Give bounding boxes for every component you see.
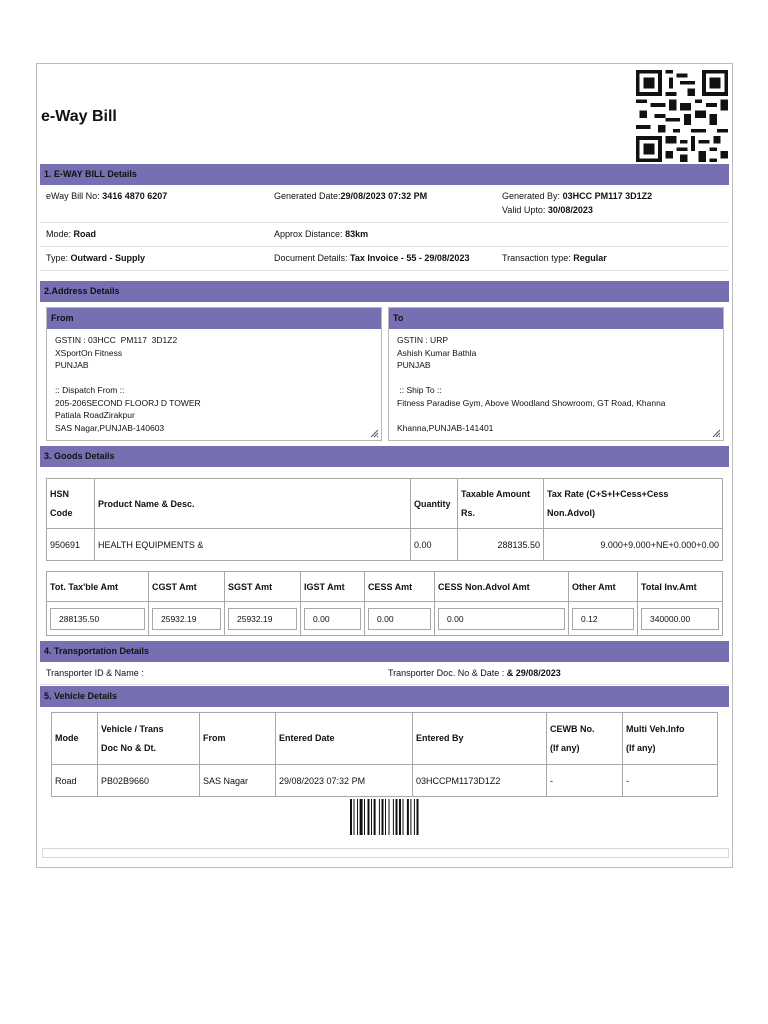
from-address-box[interactable]	[46, 307, 382, 441]
section-transportation-details: 4. Transportation Details	[40, 641, 729, 662]
section-ewb-details: 1. E-WAY BILL Details	[40, 164, 729, 185]
tax-header-cess-nonadvol: CESS Non.Advol Amt	[435, 572, 569, 602]
goods-header-taxable: Taxable Amount Rs.	[458, 479, 544, 529]
transaction-type-label: Transaction type:	[502, 253, 571, 263]
transport-row	[40, 663, 729, 685]
tax-header-taxable: Tot. Tax'ble Amt	[47, 572, 149, 602]
tax-value-cess[interactable]: 0.00	[368, 608, 431, 630]
to-address-line	[397, 409, 715, 422]
goods-taxable: 288135.50	[458, 529, 544, 561]
distance-value: 83km	[345, 229, 369, 239]
document-details-value: Tax Invoice - 55 - 29/08/2023	[350, 253, 470, 263]
vehicle-header-multi: Multi Veh.Info (If any)	[623, 713, 718, 765]
tax-value-cgst[interactable]: 25932.19	[152, 608, 221, 630]
eway-bill-page	[36, 63, 733, 868]
footer-divider	[42, 848, 729, 858]
tax-header-sgst: SGST Amt	[225, 572, 301, 602]
tax-header-total: Total Inv.Amt	[638, 572, 723, 602]
vehicle-header-doc: Vehicle / Trans Doc No & Dt.	[98, 713, 200, 765]
distance-label: Approx Distance:	[274, 229, 343, 239]
to-address-line: Ashish Kumar Bathla	[397, 347, 477, 358]
goods-hsn: 950691	[47, 529, 95, 561]
transporter-id-label: Transporter ID & Name :	[46, 668, 144, 678]
generated-date-label: Generated Date:	[274, 191, 341, 201]
vehicle-number: PB02B9660	[98, 765, 200, 797]
generated-date-value: 29/08/2023 07:32 PM	[340, 191, 428, 201]
goods-header-product: Product Name & Desc.	[95, 479, 411, 529]
goods-header-row	[47, 479, 723, 529]
bill-no-value: 3416 4870 6207	[102, 191, 168, 201]
section-vehicle-details: 5. Vehicle Details	[40, 686, 729, 707]
table-row	[47, 529, 723, 561]
vehicle-multi: -	[623, 765, 718, 797]
to-address-text	[389, 329, 723, 439]
ewb-row-1	[40, 186, 729, 223]
from-address-line	[55, 372, 373, 385]
bill-no-label: eWay Bill No:	[46, 191, 100, 201]
from-address-line: 205-206SECOND FLOORJ D TOWER	[55, 397, 201, 408]
vehicle-header-entered-date: Entered Date	[276, 713, 413, 765]
section-goods-details: 3. Goods Details	[40, 446, 729, 467]
to-heading: To	[389, 308, 723, 329]
from-address-line: SAS Nagar,PUNJAB-140603	[55, 422, 165, 433]
tax-header-other: Other Amt	[569, 572, 638, 602]
mode-label: Mode:	[46, 229, 72, 239]
from-address-line: PUNJAB	[55, 360, 89, 370]
vehicle-table	[51, 712, 718, 797]
goods-header-tax-rate: Tax Rate (C+S+I+Cess+Cess Non.Advol)	[544, 479, 723, 529]
tax-value-total[interactable]: 340000.00	[641, 608, 719, 630]
goods-product: HEALTH EQUIPMENTS &	[95, 529, 411, 561]
goods-header-hsn: HSN Code	[47, 479, 95, 529]
to-address-line: Fitness Paradise Gym, Above Woodland Showroom, GT Road, Khanna	[397, 397, 666, 408]
from-address-line: XSportOn Fitness	[55, 347, 123, 358]
vehicle-cewb: -	[547, 765, 623, 797]
tax-value-cess-nonadvol[interactable]: 0.00	[438, 608, 565, 630]
vehicle-header-cewb: CEWB No. (If any)	[547, 713, 623, 765]
vehicle-header-mode: Mode	[52, 713, 98, 765]
from-heading: From	[47, 308, 381, 329]
from-address-text	[47, 329, 381, 439]
ewb-row-2	[40, 223, 729, 247]
to-address-box[interactable]	[388, 307, 724, 441]
goods-quantity: 0.00	[411, 529, 458, 561]
goods-header-quantity: Quantity	[411, 479, 458, 529]
type-label: Type:	[46, 253, 69, 263]
vehicle-mode: Road	[52, 765, 98, 797]
transaction-type-value: Regular	[573, 253, 607, 263]
resize-handle-icon[interactable]	[711, 428, 721, 438]
to-address-line: :: Ship To ::	[397, 385, 442, 395]
document-details-label: Document Details:	[274, 253, 348, 263]
generated-by-label: Generated By:	[502, 191, 561, 201]
goods-tax-rate: 9.000+9.000+NE+0.000+0.00	[544, 529, 723, 561]
table-row	[47, 602, 723, 636]
transporter-doc-value: & 29/08/2023	[506, 668, 561, 678]
tax-value-igst[interactable]: 0.00	[304, 608, 361, 630]
tax-header-cgst: CGST Amt	[149, 572, 225, 602]
ewb-row-3	[40, 247, 729, 271]
from-address-line: :: Dispatch From ::	[55, 385, 125, 395]
goods-table	[46, 478, 723, 561]
mode-value: Road	[73, 229, 97, 239]
vehicle-header-from: From	[200, 713, 276, 765]
tax-table	[46, 571, 723, 636]
from-address-line: GSTIN : 03HCC PM117 3D1Z2	[55, 335, 178, 345]
barcode-icon	[350, 799, 422, 835]
valid-upto-value: 30/08/2023	[547, 205, 593, 215]
resize-handle-icon[interactable]	[369, 428, 379, 438]
tax-value-other[interactable]: 0.12	[572, 608, 634, 630]
vehicle-header-row	[52, 713, 718, 765]
from-address-line: Patiala RoadZirakpur	[55, 410, 135, 420]
vehicle-header-entered-by: Entered By	[413, 713, 547, 765]
vehicle-entered-date: 29/08/2023 07:32 PM	[276, 765, 413, 797]
transporter-doc-label: Transporter Doc. No & Date :	[388, 668, 505, 678]
vehicle-from: SAS Nagar	[200, 765, 276, 797]
table-row	[52, 765, 718, 797]
to-address-line: Khanna,PUNJAB-141401	[397, 422, 494, 433]
vehicle-entered-by: 03HCCPM1173D1Z2	[413, 765, 547, 797]
page-title: e-Way Bill	[41, 108, 117, 125]
to-address-line: GSTIN : URP	[397, 335, 449, 345]
type-value: Outward - Supply	[70, 253, 146, 263]
tax-value-taxable[interactable]: 288135.50	[50, 608, 145, 630]
qr-code-icon	[635, 70, 729, 162]
to-address-line	[397, 372, 715, 385]
tax-header-row	[47, 572, 723, 602]
to-address-line: PUNJAB	[397, 360, 431, 370]
tax-header-cess: CESS Amt	[365, 572, 435, 602]
section-address-details: 2.Address Details	[40, 281, 729, 302]
valid-upto-label: Valid Upto:	[502, 205, 546, 215]
tax-value-sgst[interactable]: 25932.19	[228, 608, 297, 630]
tax-header-igst: IGST Amt	[301, 572, 365, 602]
generated-by-value: 03HCC PM117 3D1Z2	[562, 191, 653, 201]
